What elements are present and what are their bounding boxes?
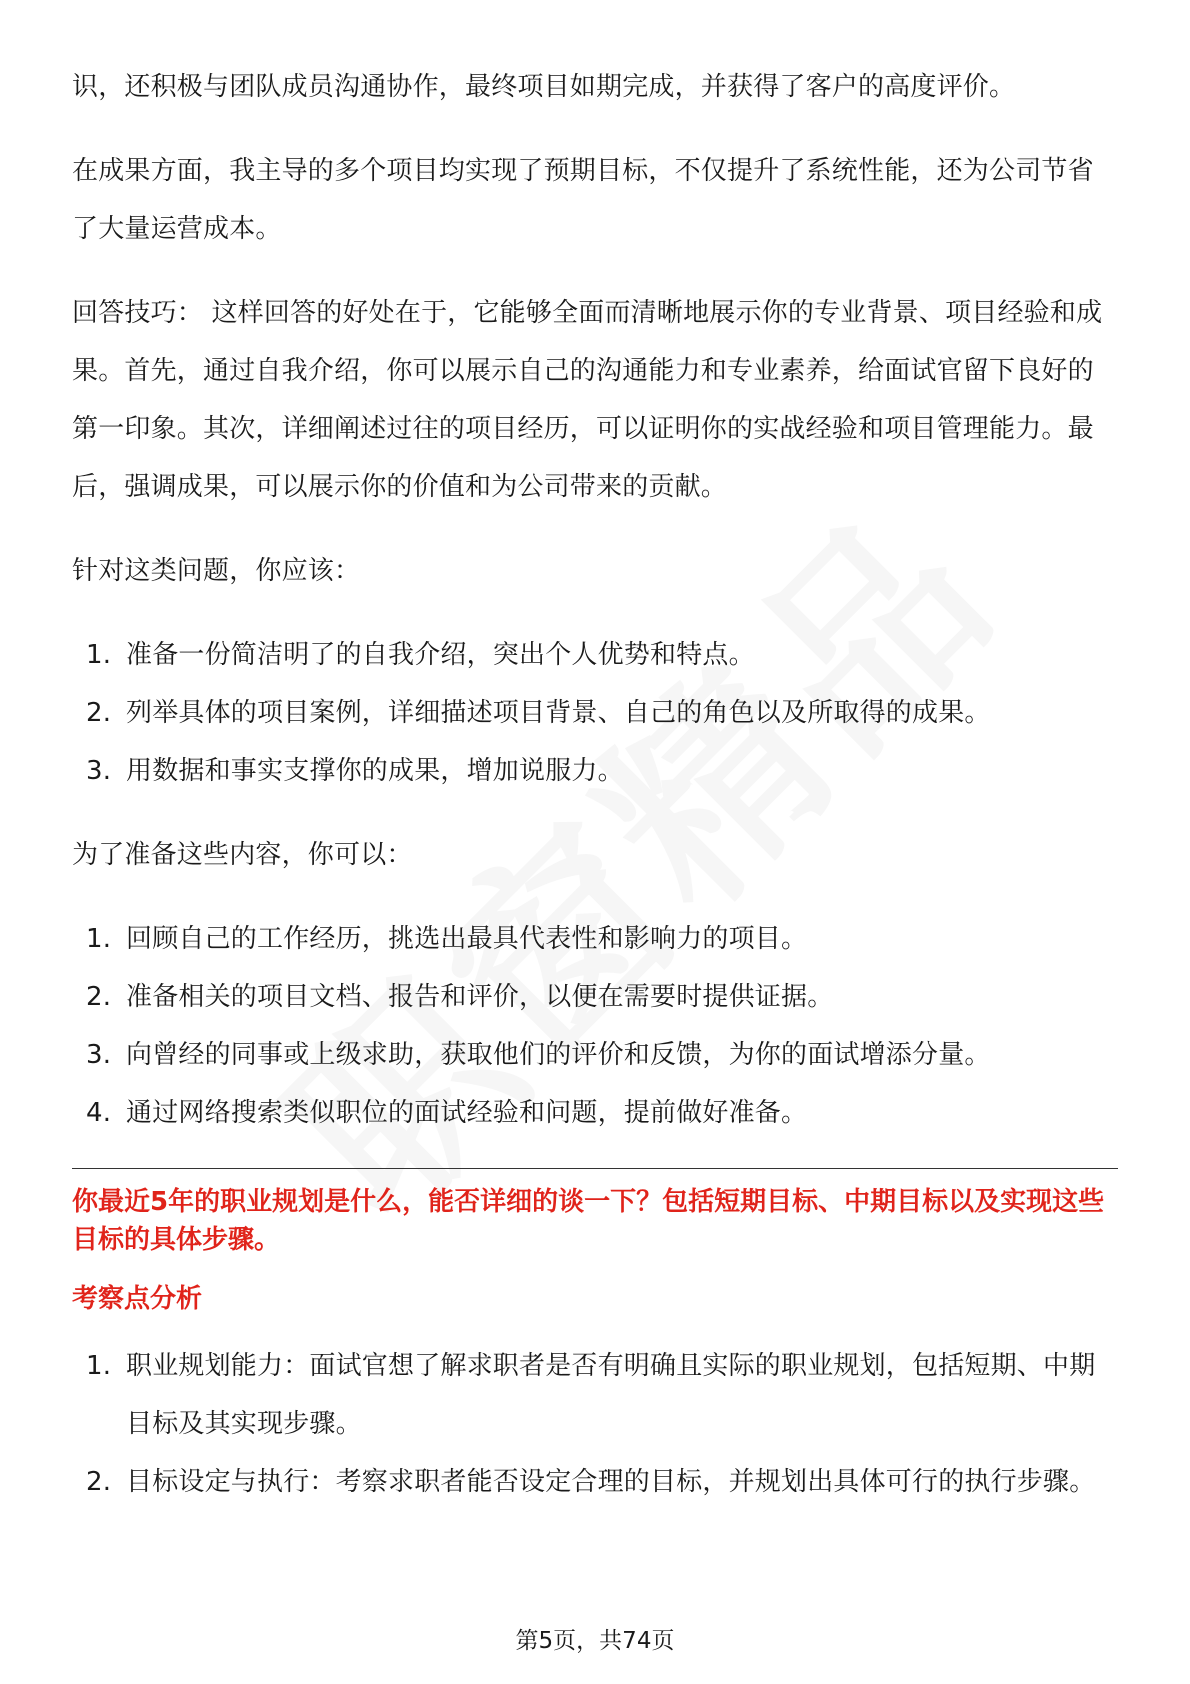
- list-item: [72, 1453, 1118, 1511]
- list-item: [72, 968, 1118, 1026]
- list-number: 4.: [86, 1098, 112, 1128]
- preparation-list: [72, 910, 1118, 1142]
- list-item: [72, 1337, 1118, 1453]
- list-number: 2.: [86, 982, 112, 1012]
- list-item-text: 准备一份简洁明了的自我介绍，突出个人优势和特点。: [126, 640, 755, 670]
- list-item: [72, 626, 1118, 684]
- should-do-list: [72, 626, 1118, 800]
- interview-question: 你最近5年的职业规划是什么，能否详细的谈一下？包括短期目标、中期目标以及实现这些目标的具体步骤。: [72, 1187, 1105, 1255]
- analysis-list: [72, 1337, 1118, 1511]
- list-number: 1.: [86, 640, 112, 670]
- list-number: 2.: [86, 1467, 112, 1497]
- list-number: 1.: [86, 1351, 112, 1381]
- list-item: [72, 684, 1118, 742]
- page-content: [72, 58, 1118, 1537]
- list-item: [72, 1026, 1118, 1084]
- paragraph-answer-tips: 回答技巧： 这样回答的好处在于，它能够全面而清晰地展示你的专业背景、项目经验和成果。首先，通过自我介绍，你可以展示自己的沟通能力和专业素养，给面试官留下良好的第一印象。其次，详细阐述过往的项目经历，可以证明你的实战经验和项目管理能力。最后，强调成果，可以展示你的价值和为公司带来的贡献。: [72, 298, 1103, 502]
- list-number: 3.: [86, 756, 112, 786]
- paragraph-preparation: 为了准备这些内容，你可以：: [72, 840, 413, 870]
- analysis-heading: 考察点分析: [72, 1284, 203, 1314]
- list-number: 3.: [86, 1040, 112, 1070]
- list-item-text: 回顾自己的工作经历，挑选出最具代表性和影响力的项目。: [126, 924, 808, 954]
- list-item-text: 目标设定与执行：考察求职者能否设定合理的目标，并规划出具体可行的执行步骤。: [126, 1467, 1096, 1497]
- paragraph-collaboration: 识，还积极与团队成员沟通协作，最终项目如期完成，并获得了客户的高度评价。: [72, 72, 1016, 102]
- list-item-text: 向曾经的同事或上级求助，获取他们的评价和反馈，为你的面试增添分量。: [126, 1040, 991, 1070]
- list-number: 2.: [86, 698, 112, 728]
- paragraph-should-do: 针对这类问题，你应该：: [72, 556, 361, 586]
- list-item: [72, 910, 1118, 968]
- list-item: [72, 1084, 1118, 1142]
- page-footer: 第5页，共74页: [515, 1628, 675, 1654]
- paragraph-results: 在成果方面，我主导的多个项目均实现了预期目标，不仅提升了系统性能，还为公司节省了大量运营成本。: [72, 156, 1094, 244]
- list-item-text: 通过网络搜索类似职位的面试经验和问题，提前做好准备。: [126, 1098, 808, 1128]
- section-divider: [72, 1168, 1118, 1169]
- list-item-text: 列举具体的项目案例，详细描述项目背景、自己的角色以及所取得的成果。: [126, 698, 991, 728]
- list-number: 1.: [86, 924, 112, 954]
- list-item-text: 职业规划能力：面试官想了解求职者是否有明确且实际的职业规划，包括短期、中期目标及其实现步骤。: [126, 1351, 1096, 1439]
- list-item-text: 准备相关的项目文档、报告和评价，以便在需要时提供证据。: [126, 982, 834, 1012]
- list-item: [72, 742, 1118, 800]
- list-item-text: 用数据和事实支撑你的成果，增加说服力。: [126, 756, 624, 786]
